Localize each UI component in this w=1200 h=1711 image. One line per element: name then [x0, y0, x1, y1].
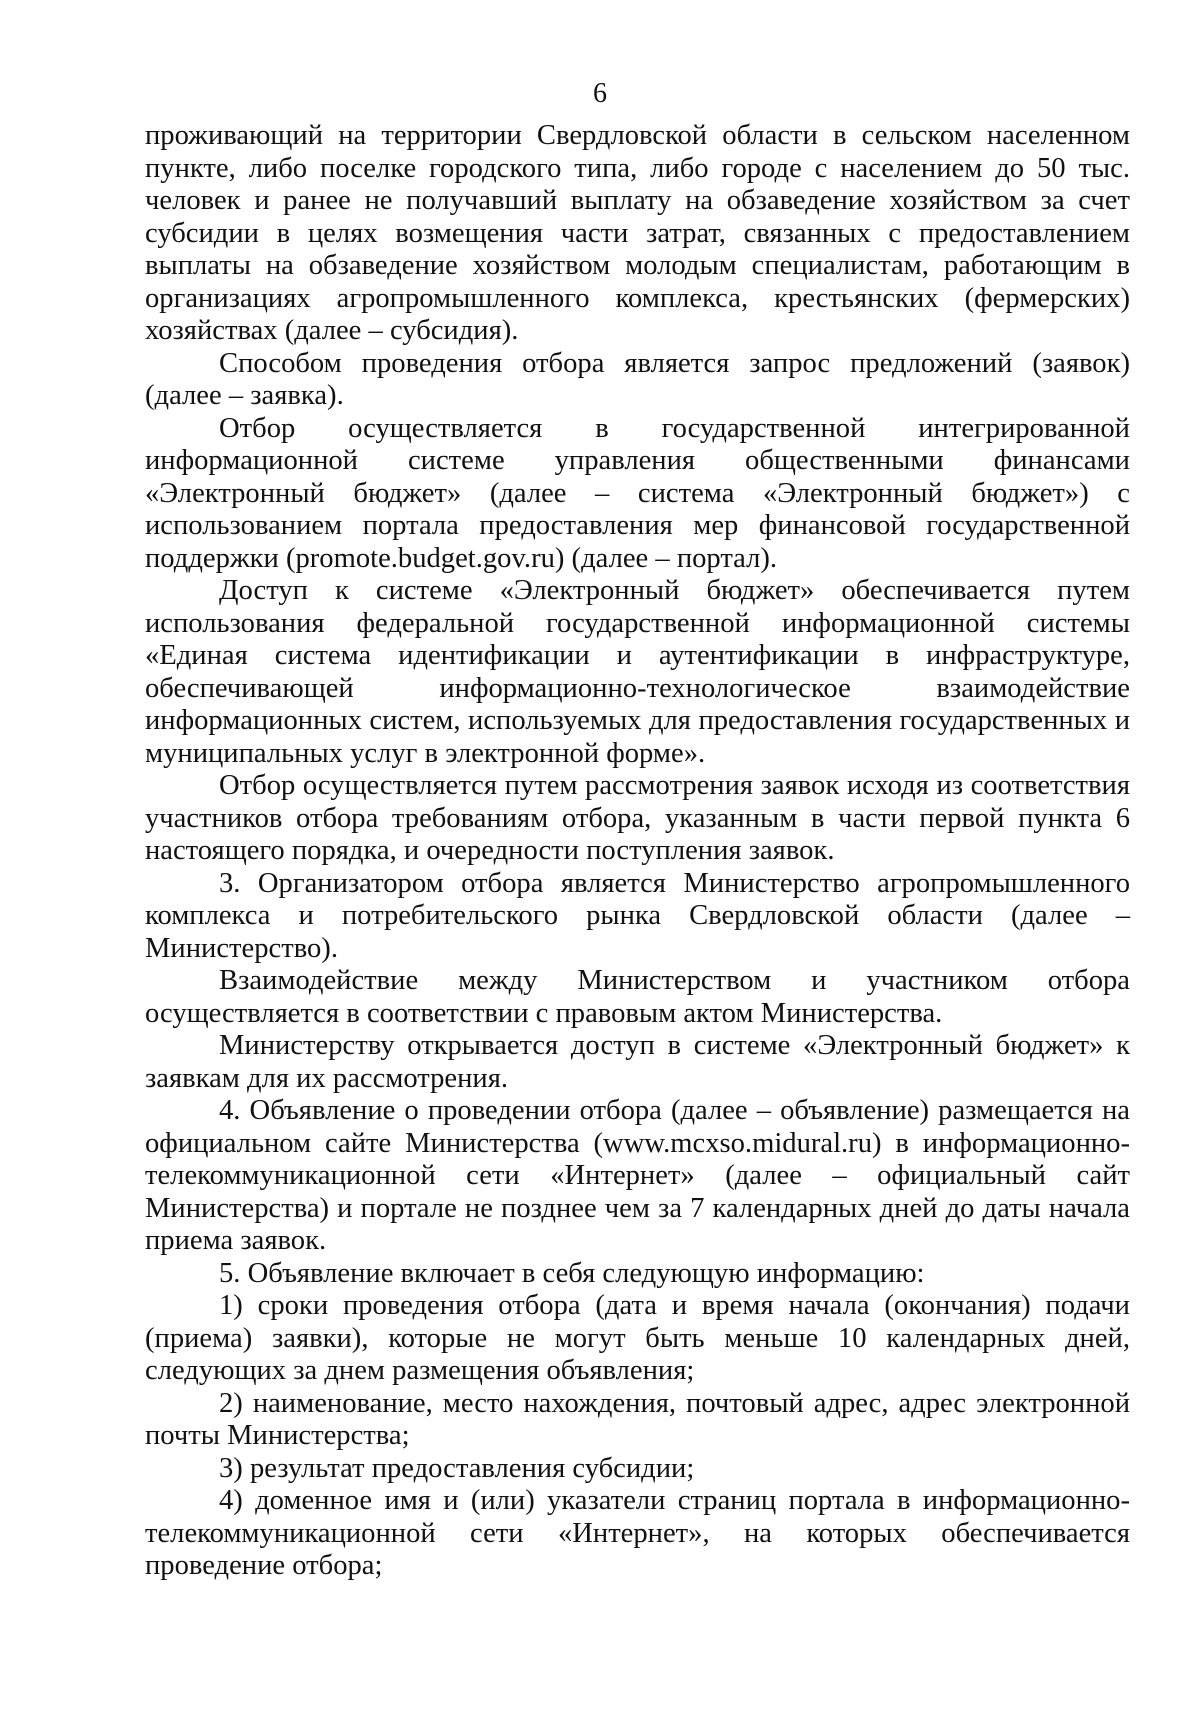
page-number: 6	[593, 78, 607, 109]
paragraph-11: 1) сроки проведения отбора (дата и время начала (окончания) подачи (приема) заявки), которые не могут быть меньше 10 календарных дней, следующих за днем размещения объявления;	[145, 1290, 1130, 1386]
paragraph-7: Взаимодействие между Министерством и участником отбора осуществляется в соответствии с правовым актом Министерства.	[145, 965, 1130, 1029]
paragraph-6: 3. Организатором отбора является Министерство агропромышленного комплекса и потребительского рынка Свердловской области (далее – Министерство).	[145, 867, 1130, 964]
paragraph-8: Министерству открывается доступ в системе «Электронный бюджет» к заявкам для их рассмотрения.	[145, 1030, 1130, 1094]
paragraph-13: 3) результат предоставления субсидии;	[219, 1452, 695, 1484]
document-body	[145, 120, 1130, 1583]
paragraph-4: Доступ к системе «Электронный бюджет» обеспечивается путем использования федеральной государственной информационной системы «Единая система идентификации и аутентификации в инфраструктуре, обеспечивающей информационно-технологическое взаимодействие информационных систем, используемых для предоставления государственных и муниципальных услуг в электронной форме».	[145, 575, 1130, 769]
paragraph-1: проживающий на территории Свердловской области в сельском населенном пункте, либо поселке городского типа, либо городе с населением до 50 тыс. человек и ранее не получавший выплату на обзаведение хозяйством за счет субсидии в целях возмещения части затрат, связанных с предоставлением выплаты на обзаведение хозяйством молодым специалистам, работающим в организациях агропромышленного комплекса, крестьянских (фермерских) хозяйствах (далее – субсидия).	[145, 120, 1130, 346]
paragraph-14: 4) доменное имя и (или) указатели страниц портала в информационно-телекоммуникационной сети «Интернет», на которых обеспечивается проведение отбора;	[145, 1485, 1130, 1581]
paragraph-10: 5. Объявление включает в себя следующую информацию:	[219, 1257, 925, 1289]
paragraph-5: Отбор осуществляется путем рассмотрения заявок исходя из соответствия участников отбора требованиям отбора, указанным в части первой пункта 6 настоящего порядка, и очередности поступления заявок.	[145, 770, 1130, 866]
paragraph-3: Отбор осуществляется в государственной интегрированной информационной системе управления общественными финансами «Электронный бюджет» (далее – система «Электронный бюджет») с использованием портала предоставления мер финансовой государственной поддержки (promote.budget.gov.ru) (далее – портал).	[145, 412, 1130, 574]
paragraph-9: 4. Объявление о проведении отбора (далее – объявление) размещается на официальном сайте Министерства (www.mcxso.midural.ru) в информационно-телекоммуникационной сети «Интернет» (далее – официальный сайт Министерства) и портале не позднее чем за 7 календарных дней до даты начала приема заявок.	[145, 1095, 1130, 1256]
paragraph-2: Способом проведения отбора является запрос предложений (заявок) (далее – заявка).	[145, 347, 1130, 411]
paragraph-12: 2) наименование, место нахождения, почтовый адрес, адрес электронной почты Министерства;	[145, 1387, 1130, 1451]
